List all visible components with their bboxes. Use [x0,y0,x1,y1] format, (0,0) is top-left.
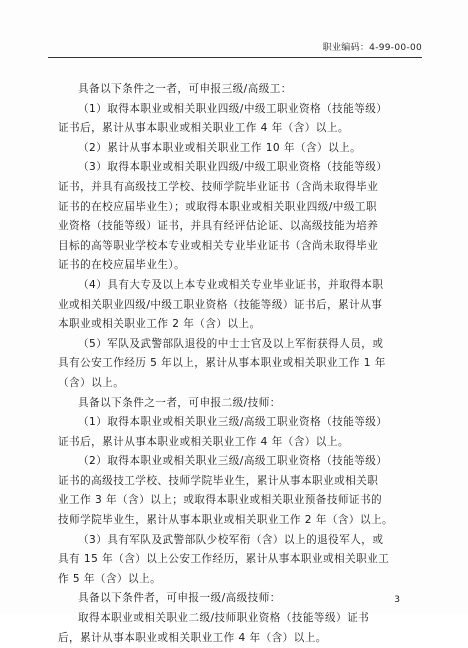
text-line: 本职业或相关职业工作 2 年（含）以上。 [58,318,261,331]
text-line: 证书后，累计从事本职业或相关职业工作 4 年（含）以上。 [58,122,349,135]
text-line: 证书的在校应届毕业生）。 [58,259,186,272]
header-rule [48,57,422,58]
text-line: 具备以下条件者，可申报一级/高级技师： [78,592,281,605]
text-line: 具备以下条件之一者，可申报二级/技师： [78,396,281,409]
occupation-code: 职业编码：4-99-00-00 [322,43,422,53]
text-line: （1）取得本职业或相关职业四级/中级工职业资格（技能等级） [78,102,388,115]
document-body [58,80,414,648]
text-line: 证书，并具有高级技工学校、技师学院毕业证书（含尚未取得毕业 [58,180,379,193]
text-line: （5）军队及武警部队退役的中士士官及以上军衔获得人员，或 [78,337,384,350]
text-line: 取得本职业或相关职业二级/技师职业资格（技能等级）证书 [78,612,370,625]
text-line: （2）取得本职业或相关职业三级/高级工职业资格（技能等级） [78,455,388,468]
text-line: 业资格（技能等级）证书，并具有经评估论证、以高级技能为培养 [58,220,379,233]
text-line: 具有公安工作经历 5 年以上，累计从事本职业或相关职业工作 1 年 [58,357,386,370]
text-line: 技师学院毕业生，累计从事本职业或相关职业工作 2 年（含）以上。 [58,514,394,527]
text-line: 后，累计从事本职业或相关职业工作 4 年（含）以上。 [58,631,327,644]
text-line: 具备以下条件之一者，可申报三级/高级工： [78,83,292,95]
text-line: （4）具有大专及以上本专业或相关专业毕业证书，并取得本职 [78,278,384,291]
text-line: 具有 15 年（含）以上公安工作经历，累计从事本职业或相关职业工 [58,553,390,566]
text-line: 证书后，累计从事本职业或相关职业工作 4 年（含）以上。 [58,435,349,448]
text-line: （3）具有军队及武警部队少校军衔（含）以上的退役军人，或 [78,533,384,546]
text-line: 证书的高级技工学校、技师学院毕业生，累计从事本职业或相关职 [58,474,379,487]
page-number: 3 [394,595,400,605]
text-line: 业工作 3 年（含）以上；或取得本职业或相关职业预备技师证书的 [58,494,383,507]
text-line: 业或相关职业四级/中级工职业资格（技能等级）证书后，累计从事 [58,298,383,311]
text-line: （3）取得本职业或相关职业四级/中级工职业资格（技能等级） [78,161,388,174]
text-line: 作 5 年（含）以上。 [58,572,162,585]
text-line: （含）以上。 [58,376,125,389]
text-line: （1）取得本职业或相关职业三级/高级工职业资格（技能等级） [78,416,388,429]
text-line: 目标的高等职业学校本专业或相关专业毕业证书（含尚未取得毕业 [58,239,379,252]
text-line: （2）累计从事本职业或相关职业工作 10 年（含）以上。 [78,141,362,154]
text-line: 证书的在校应届毕业生）；或取得本职业或相关职业四级/中级工职 [58,200,377,213]
